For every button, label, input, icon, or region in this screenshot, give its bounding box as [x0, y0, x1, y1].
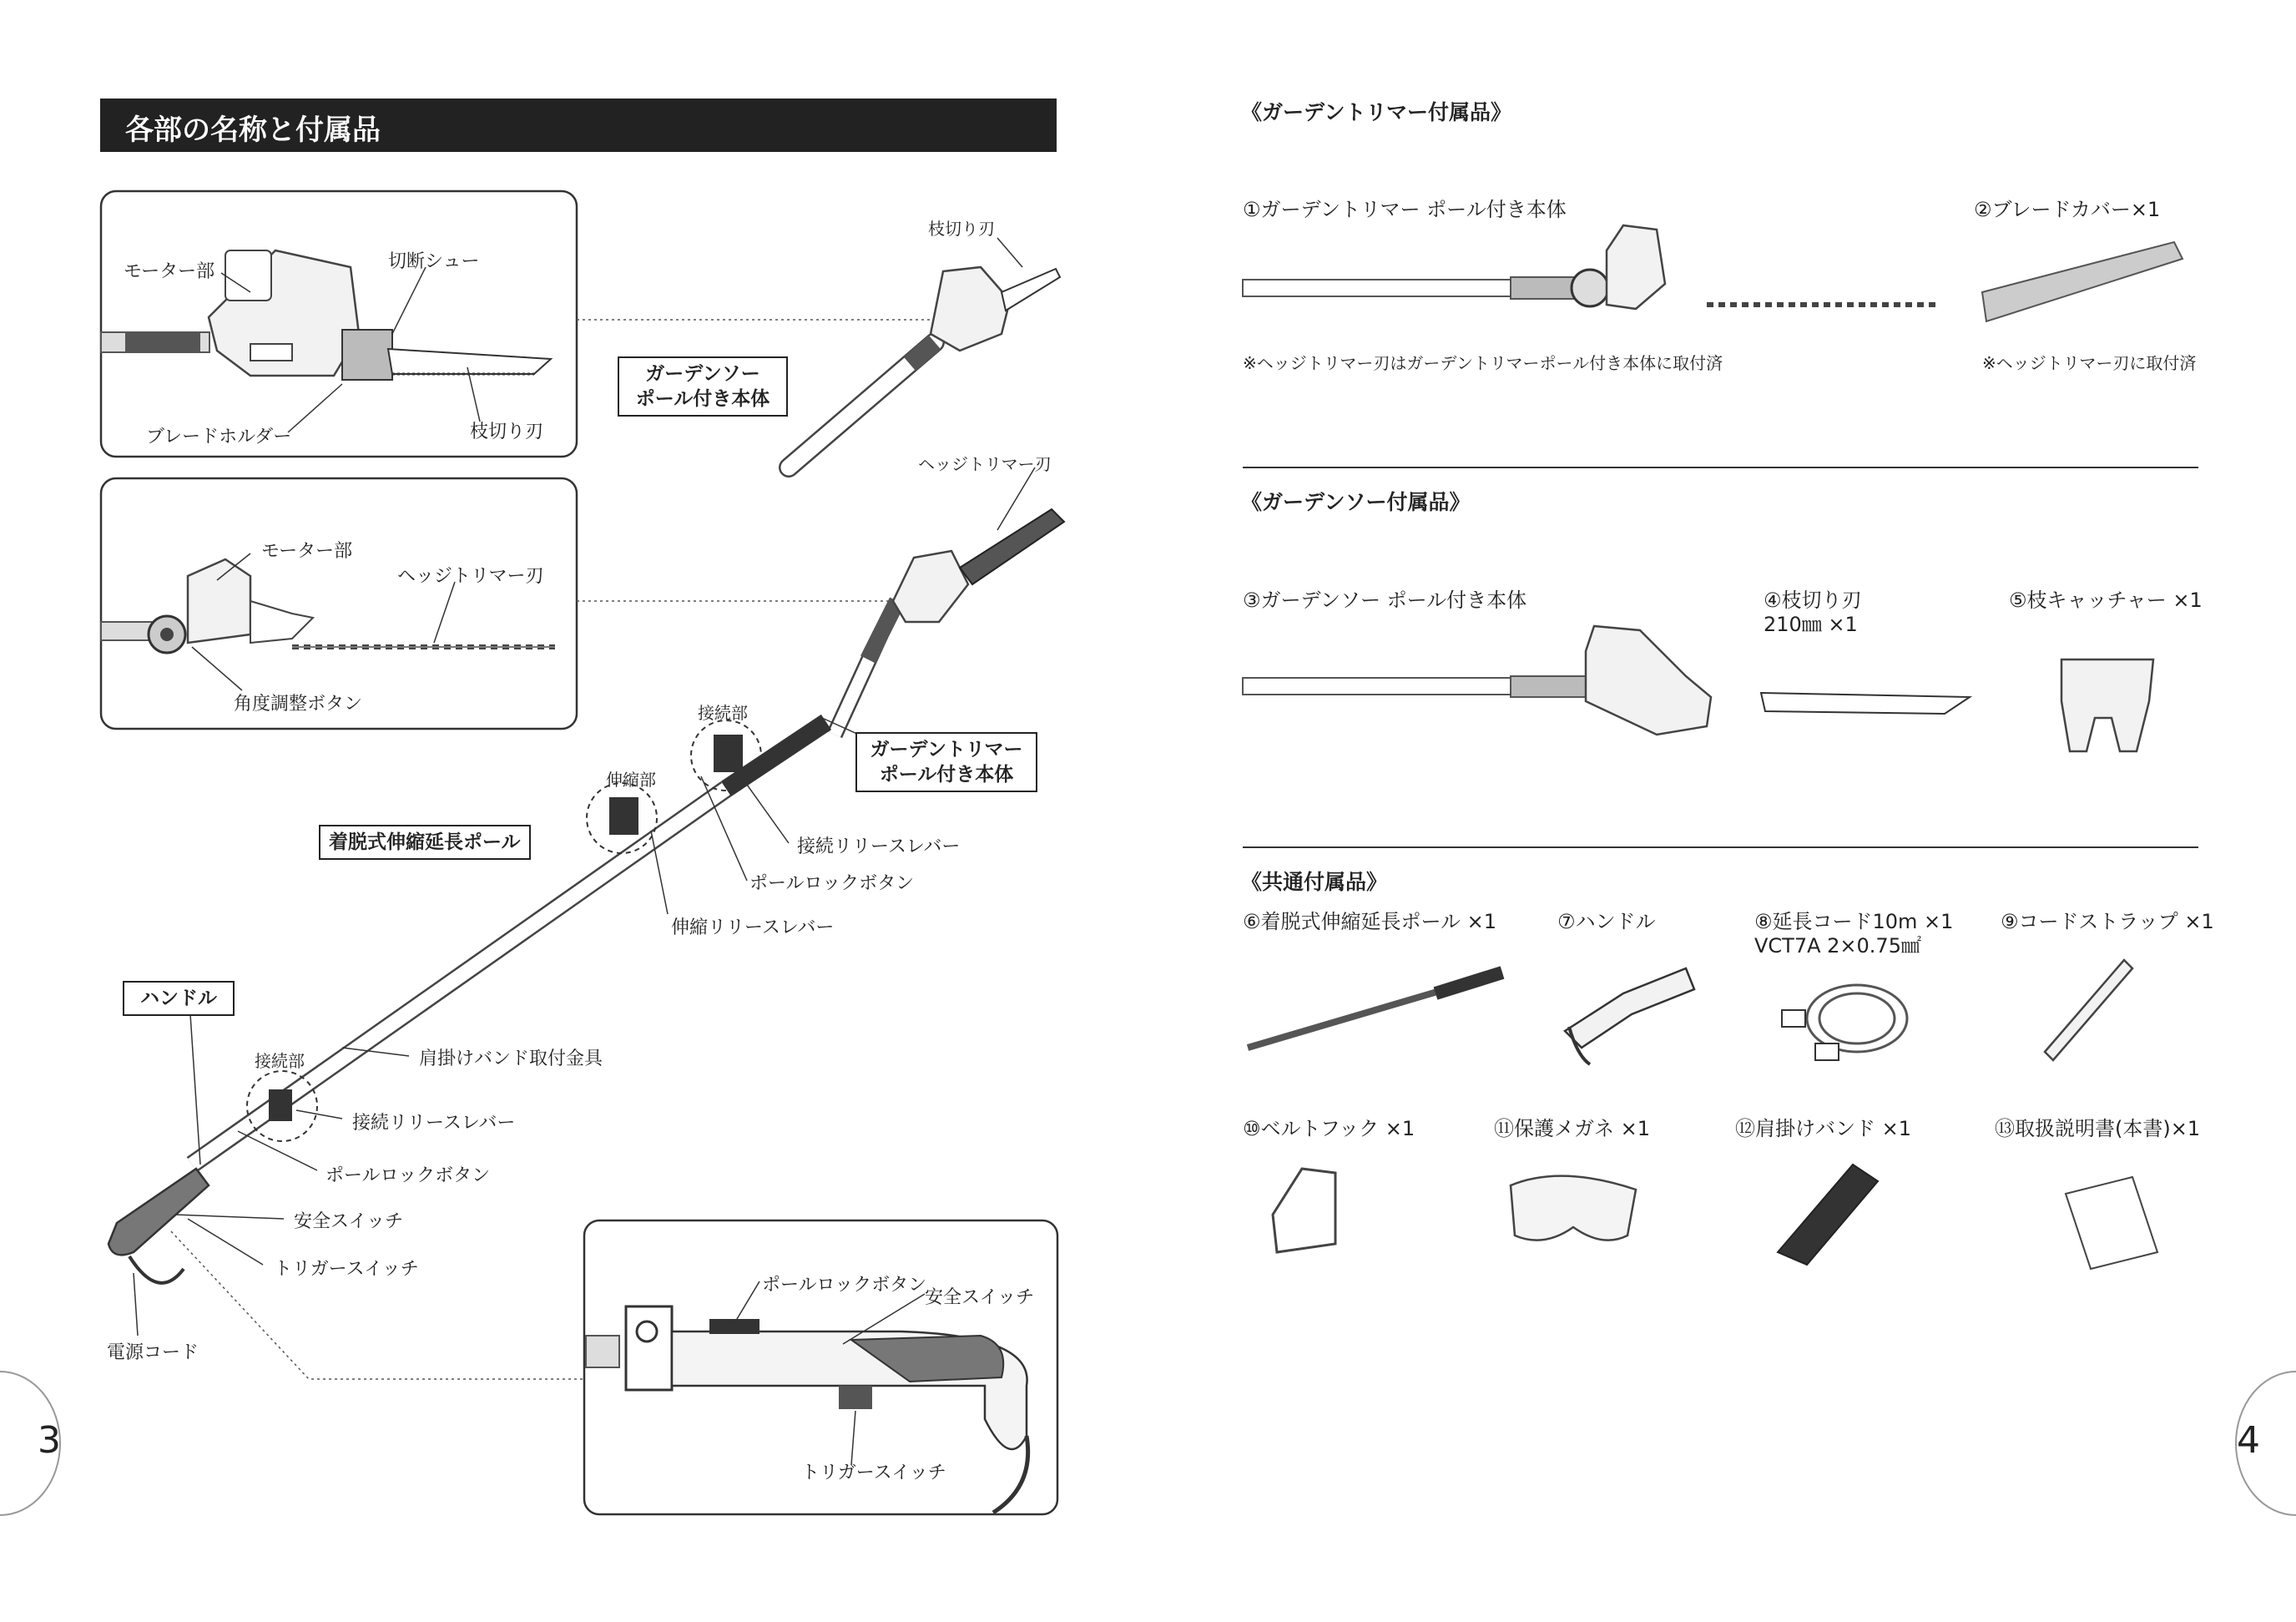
- item-4-size-label: 210㎜ ×1: [1764, 613, 1858, 636]
- saw-panel-cutting-shoe-label: 切断シュー: [388, 251, 480, 272]
- item-7-handle-illustration: [1565, 968, 1694, 1064]
- handle-panel-trigger-switch-label: トリガースイッチ: [801, 1463, 946, 1483]
- item-8-cord-illustration: [1782, 985, 1907, 1060]
- connection-part-lower-label: 接続部: [255, 1051, 305, 1071]
- power-cord-label: 電源コード: [107, 1342, 199, 1363]
- item-1-label: ①ガーデントリマー ポール付き本体: [1243, 198, 1567, 221]
- handle-illustration: [108, 1169, 209, 1283]
- garden-trimmer-body-label: ガーデントリマー ポール付き本体: [855, 732, 1037, 792]
- item-8-label: ⑧延長コード10m ×1: [1754, 910, 1954, 933]
- shoulder-band-mount-label: 肩掛けバンド取付金具: [419, 1048, 603, 1069]
- item-9-cord-strap-illustration: [2045, 960, 2132, 1060]
- item-11-goggles-illustration: [1511, 1176, 1636, 1241]
- pole-lock-button-lower-label: ポールロックボタン: [325, 1165, 491, 1186]
- extension-pole-label: 着脱式伸縮延長ポール: [319, 825, 531, 860]
- extension-pole-illustration: [192, 720, 826, 1165]
- hedge-blade-top-label: ヘッジトリマー刃: [918, 454, 1052, 474]
- connection-release-lever-upper-label: 接続リリースレバー: [797, 836, 961, 857]
- item-3-label: ③ガーデンソー ポール付き本体: [1243, 589, 1527, 612]
- saw-accessories-heading: 《ガーデンソー付属品》: [1241, 490, 1471, 514]
- item-7-label: ⑦ハンドル: [1557, 910, 1656, 933]
- page-number-left: 3: [38, 1419, 61, 1462]
- trimmer-panel-hedge-blade-label: ヘッジトリマー刃: [397, 566, 544, 587]
- trimmer-panel-motor-label: モーター部: [261, 541, 353, 562]
- trigger-switch-label: トリガースイッチ: [274, 1259, 419, 1280]
- item-10-belt-hook-illustration: [1273, 1169, 1335, 1252]
- trimmer-panel-angle-button-label: 角度調整ボタン: [234, 694, 363, 715]
- saw-panel-blade-holder-label: ブレードホルダー: [146, 427, 292, 447]
- connection-release-lever-lower-label: 接続リリースレバー: [352, 1113, 516, 1134]
- item-4-label: ④枝切り刃: [1764, 589, 1862, 612]
- item-6-pole-illustration: [1248, 973, 1502, 1048]
- saw-panel-motor-label: モーター部: [124, 261, 215, 282]
- item-12-label: ⑫肩掛けバンド ×1: [1735, 1117, 1912, 1140]
- item-5-label: ⑤枝キャッチャー ×1: [2009, 589, 2203, 612]
- handle-panel-pole-lock-label: ポールロックボタン: [762, 1275, 927, 1296]
- telescopic-release-lever-label: 伸縮リリースレバー: [671, 917, 835, 938]
- connection-part-upper-label: 接続部: [698, 703, 748, 723]
- garden-saw-body-label: ガーデンソー ポール付き本体: [618, 356, 788, 417]
- handle-label: ハンドル: [123, 981, 235, 1016]
- item-12-shoulder-band-illustration: [1778, 1165, 1878, 1265]
- item-13-manual-illustration: [2066, 1177, 2157, 1269]
- trimmer-accessories-heading: 《ガーデントリマー付属品》: [1241, 100, 1512, 124]
- item-5-branch-catcher-illustration: [2061, 659, 2153, 751]
- item-6-label: ⑥着脱式伸縮延長ポール ×1: [1243, 910, 1497, 933]
- telescopic-part-label: 伸縮部: [606, 770, 656, 790]
- page-number-right: 4: [2237, 1419, 2260, 1462]
- item-3-saw-illustration: [1243, 626, 1711, 735]
- item-4-blade-illustration: [1761, 693, 1970, 714]
- pole-lock-button-upper-label: ポールロックボタン: [749, 873, 915, 894]
- garden-saw-illustration: [789, 267, 1060, 467]
- handle-panel-safety-switch-label: 安全スイッチ: [925, 1287, 1035, 1308]
- item-13-label: ⑬取扱説明書(本書)×1: [1995, 1117, 2201, 1140]
- item-2-blade-cover-illustration: [1982, 242, 2182, 321]
- item-9-label: ⑨コードストラップ ×1: [2001, 910, 2214, 933]
- pruning-blade-top-label: 枝切り刃: [928, 219, 995, 239]
- item-10-label: ⑩ベルトフック ×1: [1243, 1117, 1415, 1140]
- item-2-note: ※ヘッジトリマー刃に取付済: [1982, 353, 2197, 373]
- saw-panel-pruning-blade-label: 枝切り刃: [470, 422, 544, 442]
- safety-switch-label: 安全スイッチ: [294, 1211, 404, 1232]
- item-1-trimmer-illustration: [1243, 225, 1936, 309]
- item-11-label: ⑪保護メガネ ×1: [1494, 1117, 1651, 1140]
- section-title: 各部の名称と付属品: [125, 114, 381, 147]
- item-2-label: ②ブレードカバー×1: [1974, 198, 2161, 221]
- item-1-note: ※ヘッジトリマー刃はガーデントリマーポール付き本体に取付済: [1243, 353, 1723, 373]
- garden-trimmer-illustration: [835, 509, 1064, 735]
- common-accessories-heading: 《共通付属品》: [1241, 870, 1388, 894]
- item-8-spec-label: VCT7A 2×0.75㎟: [1754, 934, 1921, 958]
